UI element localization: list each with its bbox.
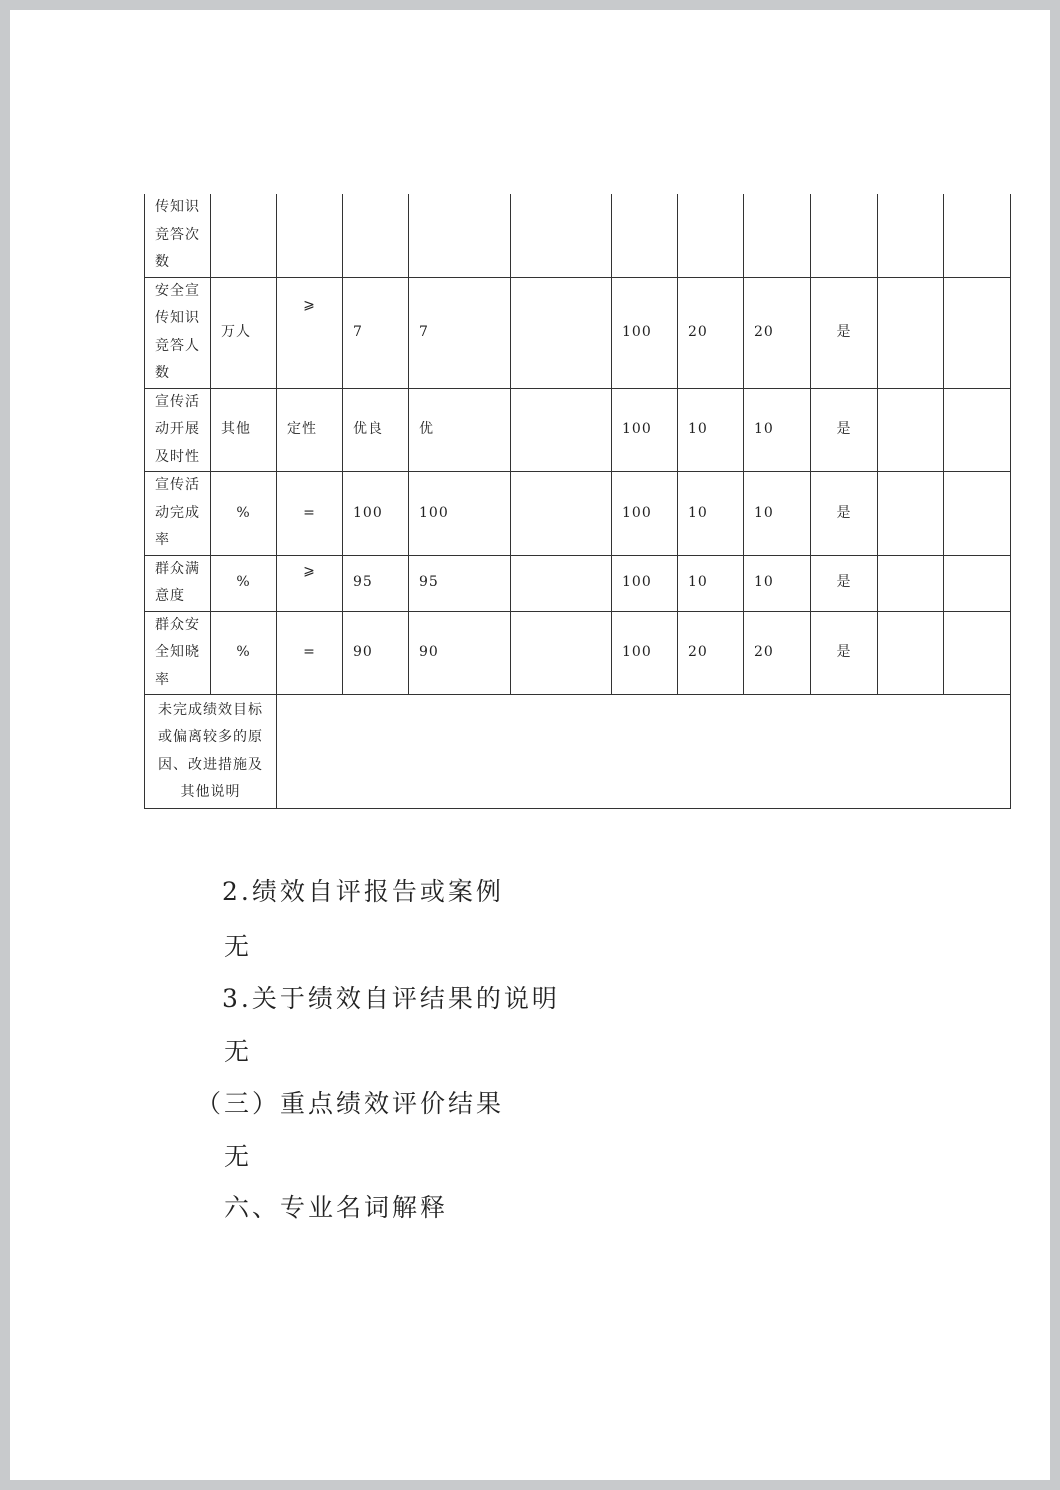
section-body: 无 <box>224 932 253 961</box>
unit-cell <box>211 194 277 277</box>
actual-cell: 100 <box>409 472 511 556</box>
score-cell: 10 <box>678 472 744 556</box>
met-cell: 是 <box>811 472 878 556</box>
actual-cell: 95 <box>409 555 511 611</box>
target-cell: 90 <box>343 611 409 695</box>
empty-cell <box>511 555 612 611</box>
weight-cell: 100 <box>612 555 678 611</box>
weight-cell: 100 <box>612 277 678 388</box>
got-cell: 20 <box>744 277 811 388</box>
table-row <box>145 388 1011 472</box>
section-heading: 2.绩效自评报告或案例 <box>222 877 504 906</box>
target-cell: 优良 <box>343 388 409 472</box>
empty-cell <box>511 472 612 556</box>
extra-cell <box>944 277 1011 388</box>
got-cell: 10 <box>744 555 811 611</box>
table-row <box>145 695 1011 809</box>
note-label-cell: 未完成绩效目标或偏离较多的原因、改进措施及其他说明 <box>145 695 277 809</box>
operator-cell: = <box>277 611 343 695</box>
operator-cell: 定性 <box>277 388 343 472</box>
weight-cell: 100 <box>612 388 678 472</box>
got-cell: 20 <box>744 611 811 695</box>
unit-cell: % <box>211 611 277 695</box>
table-row <box>145 555 1011 611</box>
indicator-name-cell: 群众满意度 <box>145 555 211 611</box>
score-cell: 10 <box>678 555 744 611</box>
operator-cell: = <box>277 472 343 556</box>
unit-cell: 万人 <box>211 277 277 388</box>
extra-cell <box>944 472 1011 556</box>
unit-cell: 其他 <box>211 388 277 472</box>
section-body: 无 <box>224 1037 253 1066</box>
score-cell: 20 <box>678 277 744 388</box>
section-heading: （三）重点绩效评价结果 <box>196 1089 505 1118</box>
weight-cell <box>612 194 678 277</box>
got-cell <box>744 194 811 277</box>
target-cell: 100 <box>343 472 409 556</box>
actual-cell: 90 <box>409 611 511 695</box>
got-cell: 10 <box>744 388 811 472</box>
operator-cell: ⩾ <box>277 277 343 388</box>
extra-cell <box>944 388 1011 472</box>
indicator-name-cell: 传知识竞答次数 <box>145 194 211 277</box>
table-row <box>145 472 1011 556</box>
empty-cell <box>511 388 612 472</box>
actual-cell: 优 <box>409 388 511 472</box>
score-cell: 10 <box>678 388 744 472</box>
document-page <box>10 10 1050 1480</box>
met-cell: 是 <box>811 277 878 388</box>
score-cell: 20 <box>678 611 744 695</box>
met-cell: 是 <box>811 555 878 611</box>
performance-indicator-table <box>144 194 1011 809</box>
table-row <box>145 277 1011 388</box>
got-cell: 10 <box>744 472 811 556</box>
target-cell: 7 <box>343 277 409 388</box>
extra-cell <box>878 472 944 556</box>
indicator-name-cell: 群众安全知晓率 <box>145 611 211 695</box>
extra-cell <box>878 388 944 472</box>
score-cell <box>678 194 744 277</box>
actual-cell: 7 <box>409 277 511 388</box>
weight-cell: 100 <box>612 472 678 556</box>
met-cell <box>811 194 878 277</box>
empty-cell <box>511 194 612 277</box>
target-cell <box>343 194 409 277</box>
extra-cell <box>944 611 1011 695</box>
weight-cell: 100 <box>612 611 678 695</box>
met-cell: 是 <box>811 611 878 695</box>
extra-cell <box>878 611 944 695</box>
extra-cell <box>878 555 944 611</box>
extra-cell <box>944 194 1011 277</box>
table-row <box>145 611 1011 695</box>
extra-cell <box>878 194 944 277</box>
operator-cell: ⩾ <box>277 555 343 611</box>
table-row <box>145 194 1011 277</box>
extra-cell <box>878 277 944 388</box>
indicator-name-cell: 安全宣传知识竞答人数 <box>145 277 211 388</box>
note-value-cell <box>277 695 1011 809</box>
target-cell: 95 <box>343 555 409 611</box>
section-heading: 3.关于绩效自评结果的说明 <box>222 984 560 1013</box>
indicator-name-cell: 宣传活动完成率 <box>145 472 211 556</box>
indicator-name-cell: 宣传活动开展及时性 <box>145 388 211 472</box>
unit-cell: % <box>211 472 277 556</box>
met-cell: 是 <box>811 388 878 472</box>
unit-cell: % <box>211 555 277 611</box>
section-heading: 六、专业名词解释 <box>224 1193 449 1222</box>
extra-cell <box>944 555 1011 611</box>
section-body: 无 <box>224 1142 253 1171</box>
empty-cell <box>511 611 612 695</box>
empty-cell <box>511 277 612 388</box>
operator-cell <box>277 194 343 277</box>
actual-cell <box>409 194 511 277</box>
